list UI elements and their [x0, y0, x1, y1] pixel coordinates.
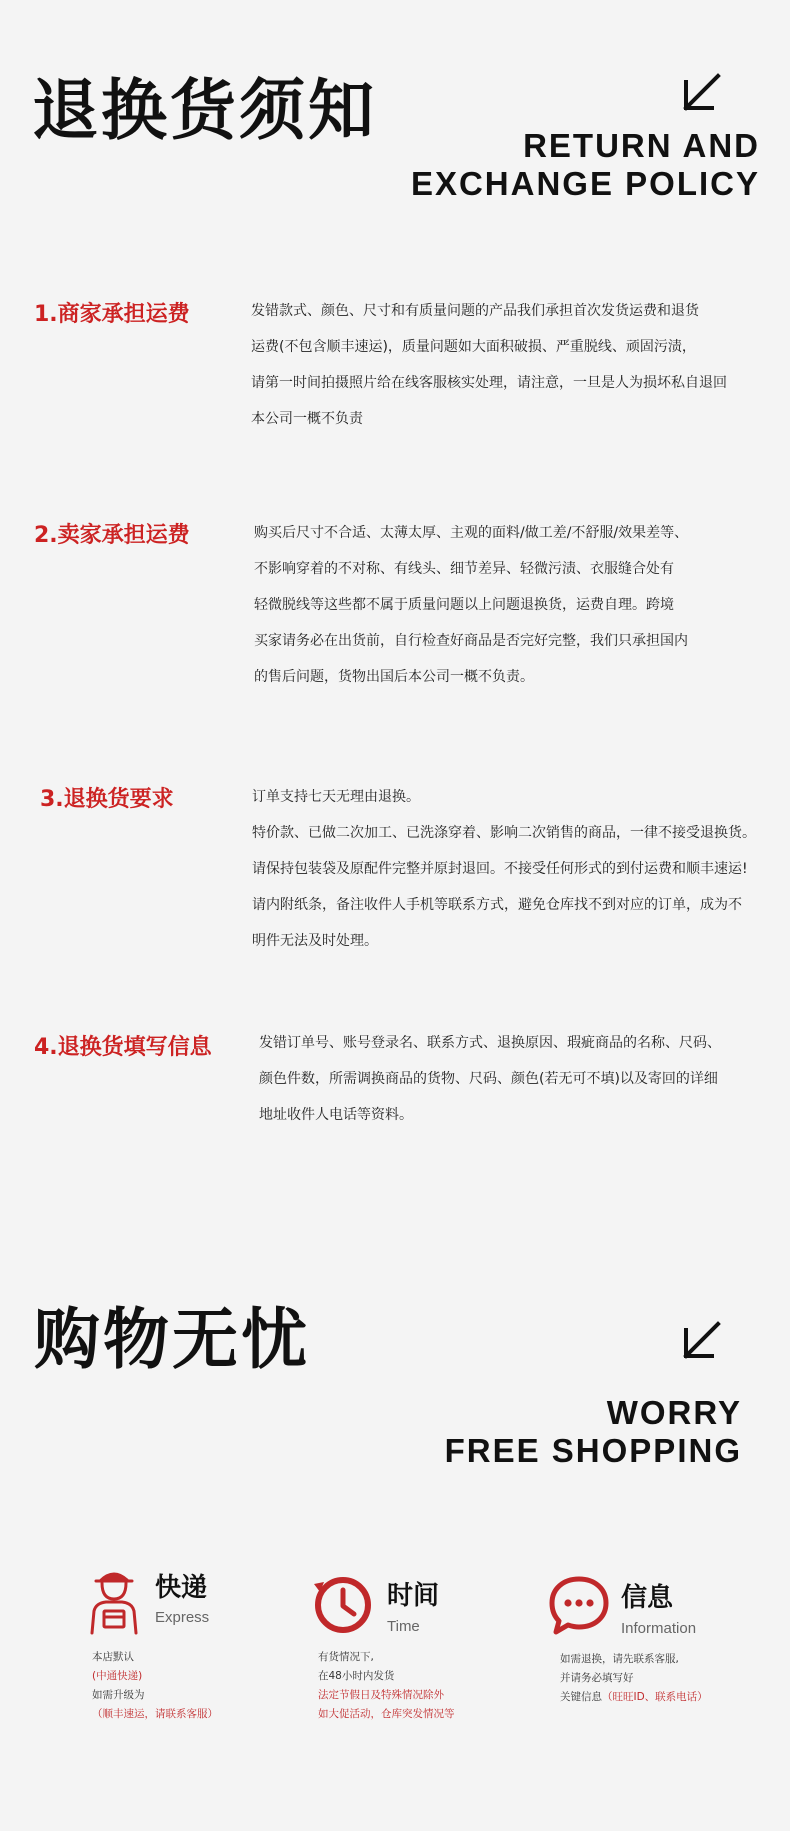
item-express-subtitle: Express	[155, 1609, 210, 1626]
section-1-line: 请第一时间拍摄照片给在线客服核实处理，请注意，一旦是人为损坏私自退回	[251, 375, 727, 391]
section-1-line: 运费(不包含顺丰速运)，质量问题如大面积破损、严重脱线、顽固污渍，	[251, 339, 696, 355]
item-line: 并请务必填写好	[560, 1672, 634, 1684]
item-line: （顺丰速运，请联系客服）	[92, 1708, 218, 1720]
arrow-down-left-icon	[680, 70, 724, 114]
item-line: (中通快递)	[92, 1670, 143, 1682]
section-4-line: 发错订单号、账号登录名、联系方式、退换原因、瑕疵商品的名称、尺码、	[259, 1035, 721, 1051]
chat-icon	[548, 1574, 610, 1636]
item-time-title: 时间	[387, 1581, 440, 1611]
section-4-line: 颜色件数，所需调换商品的货物、尺码、颜色(若无可不填)以及寄回的详细	[259, 1071, 718, 1087]
item-line: 本店默认	[92, 1651, 134, 1663]
section-3-line: 特价款、已做二次加工、已洗涤穿着、影响二次销售的商品，一律不接受退换货。	[252, 825, 756, 841]
section-1-heading: 1.商家承担运费	[34, 302, 190, 327]
item-express-title: 快递	[155, 1573, 208, 1603]
item-express-lines	[92, 1648, 218, 1724]
section-3-line: 订单支持七天无理由退换。	[252, 789, 420, 805]
item-line: 有货情况下,	[318, 1651, 374, 1663]
section-2-line: 的售后问题，货物出国后本公司一概不负责。	[254, 669, 534, 685]
item-line: 在48小时内发货	[318, 1670, 395, 1682]
section-2-line: 不影响穿着的不对称、有线头、细节差异、轻微污渍、衣服缝合处有	[254, 561, 674, 577]
worry-en-line1: WORRY	[606, 1394, 742, 1431]
section-3-line: 请保持包装袋及原配件完整并原封退回。不接受任何形式的到付运费和顺丰速运!	[252, 861, 748, 877]
section-2-heading: 2.卖家承担运费	[34, 523, 190, 548]
item-key-highlight: （旺旺ID、联系电话）	[602, 1691, 708, 1703]
item-line: 法定节假日及特殊情况除外	[318, 1689, 444, 1701]
worry-en-title	[445, 1394, 742, 1470]
worry-title: 购物无忧	[34, 1301, 310, 1378]
section-4-body	[259, 1025, 721, 1133]
item-info-title: 信息	[621, 1583, 674, 1613]
section-3-body	[252, 779, 756, 959]
policy-en-title	[411, 127, 760, 203]
arrow-down-left-icon	[680, 1318, 724, 1362]
section-2-line: 买家请务必在出货前，自行检查好商品是否完好完整，我们只承担国内	[254, 633, 688, 649]
section-3-line: 明件无法及时处理。	[252, 933, 378, 949]
item-line: 如需退换，请先联系客服,	[560, 1653, 679, 1665]
section-2-line: 购买后尺寸不合适、太薄太厚、主观的面料/做工差/不舒服/效果差等、	[254, 525, 689, 541]
section-4-heading: 4.退换货填写信息	[34, 1035, 212, 1060]
section-4-line: 地址收件人电话等资料。	[259, 1107, 413, 1123]
section-1-line: 本公司一概不负责	[251, 411, 363, 427]
section-1-line: 发错款式、颜色、尺寸和有质量问题的产品我们承担首次发货运费和退货	[251, 303, 699, 319]
policy-en-line1: RETURN AND	[523, 127, 760, 164]
section-3-line: 请内附纸条，备注收件人手机等联系方式，避免仓库找不到对应的订单，成为不	[252, 897, 742, 913]
section-1-body	[251, 293, 727, 437]
section-3-heading: 3.退换货要求	[40, 787, 174, 812]
item-line: 如大促活动，仓库突发情况等	[318, 1708, 455, 1720]
item-info-subtitle: Information	[621, 1620, 697, 1637]
courier-icon	[88, 1565, 140, 1635]
item-key-prefix: 关键信息	[560, 1691, 602, 1703]
item-key-line	[560, 1688, 708, 1707]
policy-title: 退换货须知	[32, 72, 377, 149]
section-2-body	[254, 515, 688, 695]
item-time-subtitle: Time	[387, 1618, 420, 1635]
item-line: 如需升级为	[92, 1689, 145, 1701]
item-time-lines	[318, 1648, 455, 1724]
item-info-lines	[560, 1650, 708, 1707]
policy-en-line2: EXCHANGE POLICY	[410, 165, 760, 202]
section-2-line: 轻微脱线等这些都不属于质量问题以上问题退换货，运费自理。跨境	[254, 597, 674, 613]
clock-icon	[312, 1574, 374, 1636]
worry-en-line2: FREE SHOPPING	[444, 1432, 742, 1469]
